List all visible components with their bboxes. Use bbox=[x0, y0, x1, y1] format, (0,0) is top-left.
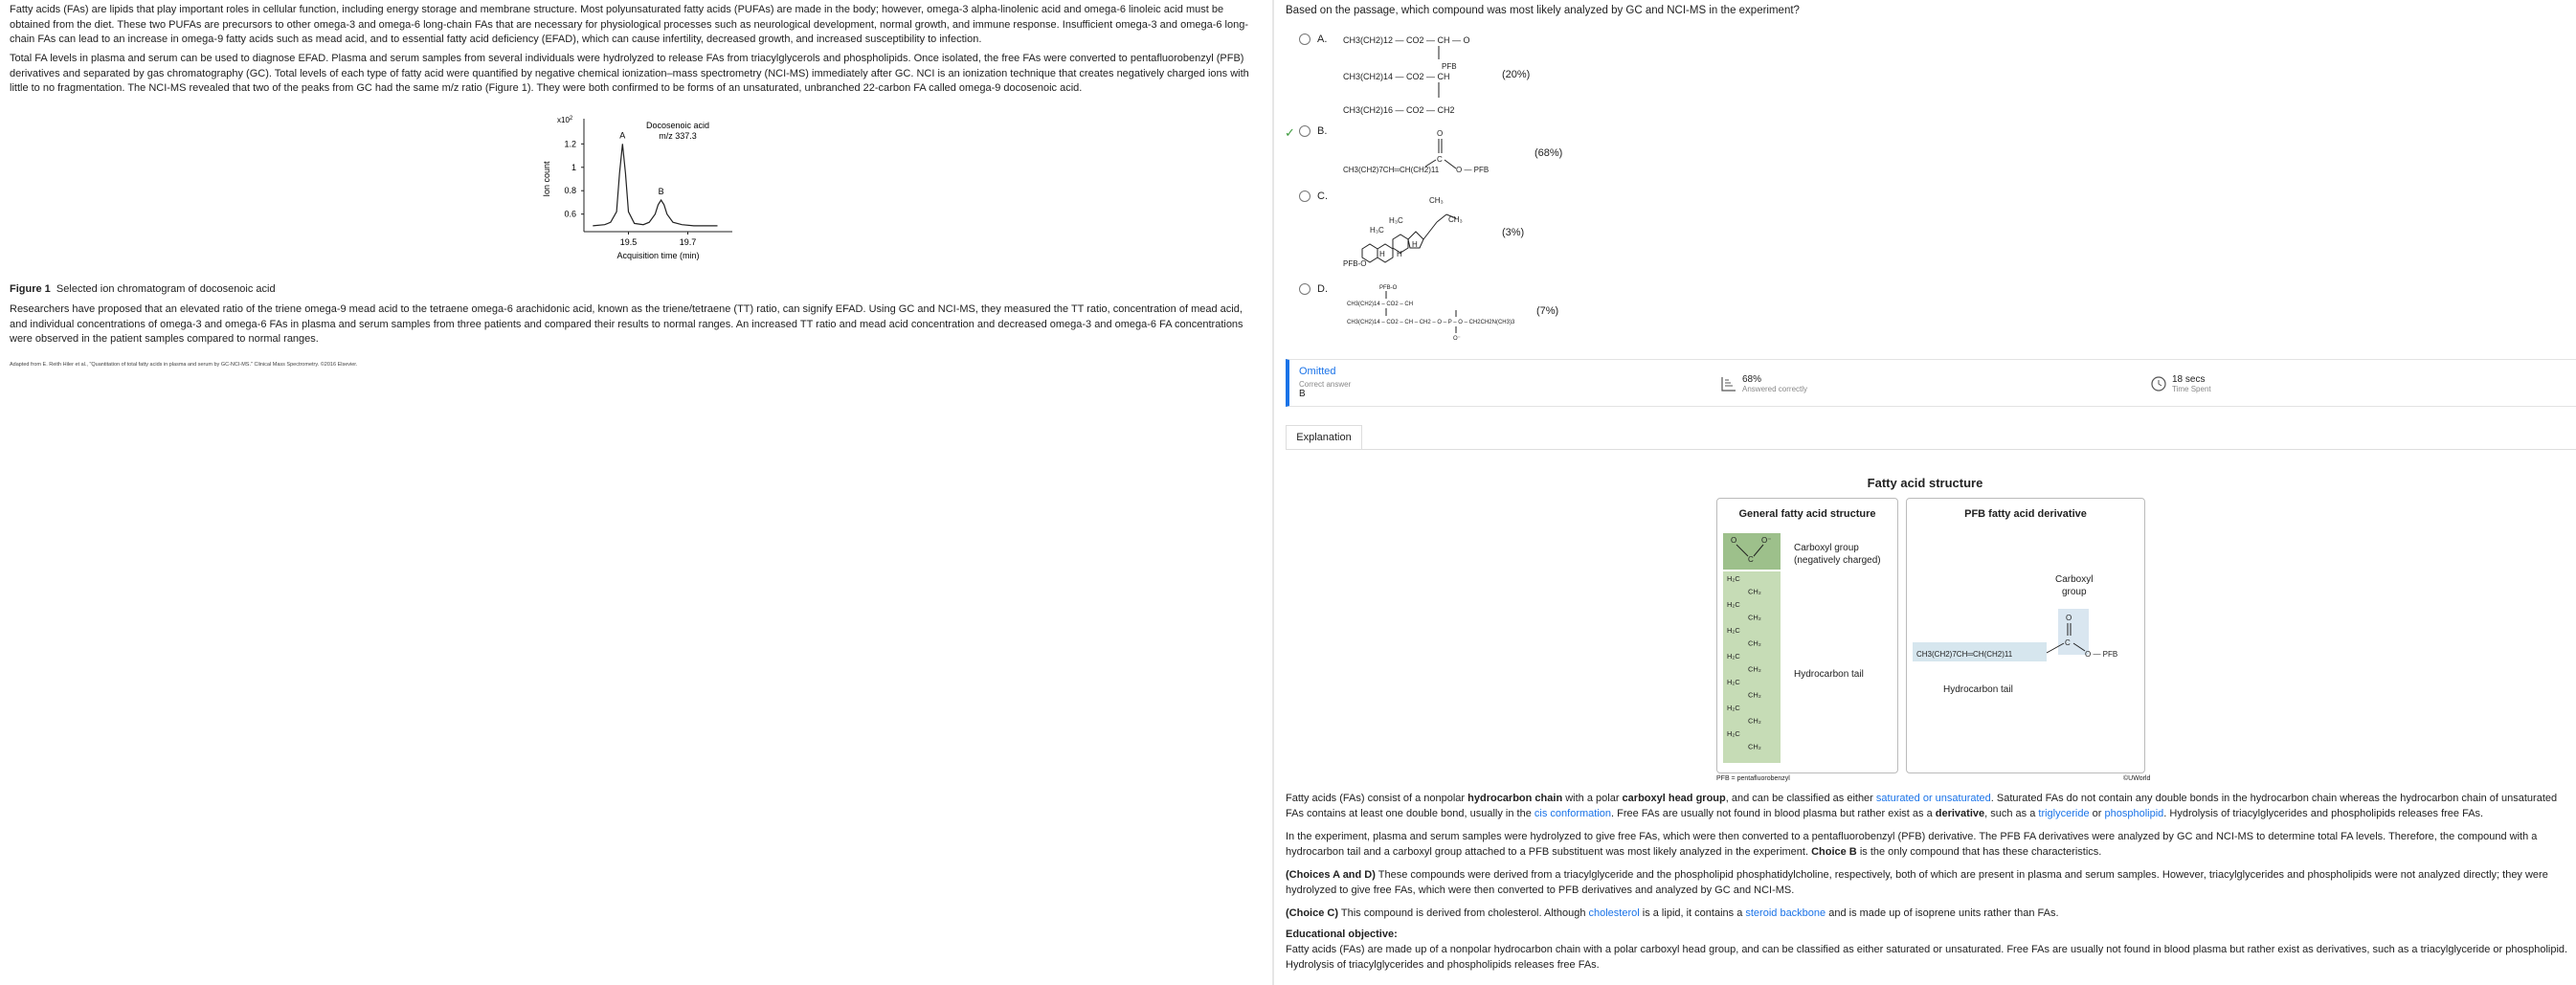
chain-carbon: CH₂ bbox=[1748, 664, 1761, 674]
explanation-paragraph-1: Fatty acids (FAs) consist of a nonpolar hydrocarbon chain with a polar carboxyl head group, and can be classified as either saturated or unsaturated. Saturated FAs do not contain any double bonds in the hydrocarbon chain whereas the hydrocarbon chain of unsaturated FAs contains at least one double bond, usually in the cis conformation. Free FAs are usually not found in blood plasma but rather exist as a derivative, such as a triglyceride or phospholipid. Hydrolysis of triacylglycerides and phospholipids releases free FAs. bbox=[1286, 793, 2558, 819]
svg-text:O⁻: O⁻ bbox=[1761, 536, 1772, 545]
choice-c-percent: (3%) bbox=[1502, 227, 1525, 238]
svg-text:O⁻: O⁻ bbox=[1453, 336, 1461, 341]
svg-text:H: H bbox=[1397, 250, 1402, 258]
passage-source: Adapted from E. Reith Hiler et al., "Quantitation of total fatty acids in plasma and serum by GC-NCI-MS." Clinical Mass Spectrometry. ©2016 Elsevier. bbox=[10, 362, 358, 368]
x-tick-label: 19.7 bbox=[679, 237, 697, 247]
chain-carbon: H₂C bbox=[1727, 626, 1740, 635]
choice-b-carbon: C bbox=[1437, 155, 1443, 164]
question-stem: Based on the passage, which compound was most likely analyzed by GC and NCI-MS in the experiment? bbox=[1286, 5, 1800, 16]
choice-a-line-2: CH3(CH2)14 — CO2 — CH bbox=[1343, 72, 1450, 81]
pfb-derivative-panel bbox=[1906, 498, 2145, 773]
svg-text:H₃C: H₃C bbox=[1370, 226, 1384, 235]
choice-c-pfb: PFB-O bbox=[1343, 259, 1367, 268]
tab-explanation[interactable]: Explanation bbox=[1286, 425, 1362, 449]
choice-b-pfb: O — PFB bbox=[1456, 166, 1490, 174]
passage-paragraph-3: Researchers have proposed that an elevated ratio of the triene omega-9 mead acid to the tetraene omega-6 arachidonic acid, known as the triene/tetraene (TT) ratio, can signify EFAD. Using GC and NCI-MS, they measured the TT ratio, concentration of mead acid, and individual concentrations of omega-3 and omega-6 FAs in plasma and serum samples from three patients and compared their results to normal ranges. An increased TT ratio and mead acid concentration and decreased omega-3 and omega-6 FA concentrations were observed in the patient samples compared to normal ranges. bbox=[10, 303, 1243, 345]
choice-b-structure bbox=[1341, 128, 1494, 186]
choice-a-pfb: PFB bbox=[1442, 62, 1457, 71]
peak-label-b: B bbox=[658, 187, 664, 196]
chromatogram-line bbox=[593, 144, 717, 226]
svg-text:O: O bbox=[2066, 614, 2072, 622]
link-saturated-unsaturated[interactable]: saturated or unsaturated bbox=[1875, 793, 1991, 804]
link-cholesterol[interactable]: cholesterol bbox=[1588, 907, 1640, 919]
fatty-acid-structure bbox=[1723, 533, 1781, 763]
choice-c-radio[interactable] bbox=[1299, 190, 1310, 202]
chain-carbon: CH₂ bbox=[1748, 716, 1761, 726]
y-tick-label: 1 bbox=[571, 162, 576, 172]
question-panel bbox=[1274, 0, 2576, 985]
choice-a-percent: (20%) bbox=[1502, 69, 1531, 80]
chain-carbon: H₂C bbox=[1727, 652, 1740, 660]
chain-carbon: CH₂ bbox=[1748, 742, 1761, 751]
omitted-status: Omitted bbox=[1299, 366, 1336, 377]
carboxyl-group-label-2: Carboxyl group bbox=[2055, 574, 2094, 597]
chain-carbon: CH₂ bbox=[1748, 613, 1761, 622]
copyright: ©UWorld bbox=[2123, 775, 2151, 782]
choice-d[interactable] bbox=[1299, 283, 1328, 295]
chain-carbon: H₂C bbox=[1727, 729, 1740, 738]
svg-text:CH₃: CH₃ bbox=[1448, 215, 1463, 224]
explanation-figure bbox=[1716, 498, 2157, 785]
bar-chart-icon bbox=[1721, 376, 1736, 392]
correct-answer-value: B bbox=[1299, 389, 1306, 399]
educational-objective-title: Educational objective: bbox=[1286, 929, 1398, 940]
svg-text:H: H bbox=[1379, 250, 1385, 258]
y-tick-label: 1.2 bbox=[564, 139, 576, 149]
explanation-paragraph-4: (Choice C) This compound is derived from cholesterol. Although cholesterol is a lipid, it contains a steroid backbone and is made up of isoprene units rather than FAs. bbox=[1286, 907, 2059, 919]
passage-panel bbox=[0, 0, 1264, 985]
choice-a-line-1: CH3(CH2)12 — CO2 — CH — O bbox=[1343, 35, 1470, 45]
time-spent-stat bbox=[2151, 374, 2211, 393]
svg-text:C: C bbox=[1748, 555, 1754, 564]
y-multiplier: $x10^2$ bbox=[557, 116, 573, 124]
link-phospholipid[interactable]: phospholipid bbox=[2104, 808, 2164, 819]
answer-status-bar bbox=[1286, 359, 2576, 407]
choice-b-radio[interactable] bbox=[1299, 125, 1310, 137]
pfb-end-text: O — PFB bbox=[2085, 650, 2118, 659]
choice-c[interactable] bbox=[1299, 190, 1328, 202]
chain-carbon: CH₂ bbox=[1748, 587, 1761, 596]
choice-a-structure bbox=[1341, 33, 1494, 119]
choice-d-structure bbox=[1341, 281, 1533, 341]
explanation-paragraph-3: (Choices A and D) These compounds were derived from a triacylglyceride and the phospholipid phosphatidylcholine, respectively, both of which are present in plasma and serum samples. However, triacylglycerides and phospholipids were not analyzed directly; they were hydrolyzed to give free FAs, which were then converted to PFB derivatives and analyzed by GC and NCI-MS. bbox=[1286, 869, 2548, 896]
choice-b-oxygen: O bbox=[1437, 129, 1444, 138]
passage-paragraph-2: Total FA levels in plasma and serum can be used to diagnose EFAD. Plasma and serum samples from several individuals were hydrolyzed to release FAs from triacylglycerols and phospholipids. Once isolated, the free FAs were converted to pentafluorobenzyl (PFB) derivatives and separated by gas chromatography (GC). Total levels of each type of fatty acid were quantified by negative chemical ionization–mass spectrometry (NCI-MS) immediately after GC. NCI is an ionization technique that creates negatively charged ions with little to no fragmentation. The NCI-MS revealed that two of the peaks from GC had the same m/z ratio (Figure 1). They were both confirmed to be forms of an unsaturated, unbranched 22-carbon FA called omega-9 docosenoic acid. bbox=[10, 53, 1249, 94]
choice-b[interactable] bbox=[1299, 125, 1327, 137]
chain-carbon: H₂C bbox=[1727, 600, 1740, 609]
choice-c-letter: C. bbox=[1317, 190, 1328, 202]
explanation-figure-title: Fatty acid structure bbox=[1867, 476, 1983, 490]
svg-text:CH₃: CH₃ bbox=[1429, 196, 1444, 205]
x-tick-label: 19.5 bbox=[619, 237, 638, 247]
choice-a-line-3: CH3(CH2)16 — CO2 — CH2 bbox=[1343, 105, 1455, 115]
chain-carbon: H₂C bbox=[1727, 574, 1740, 583]
peak-label-a: A bbox=[619, 130, 626, 141]
tab-underline bbox=[1286, 449, 2576, 450]
y-tick-label: 0.6 bbox=[564, 209, 576, 219]
choice-b-letter: B. bbox=[1317, 125, 1328, 137]
passage-paragraph-1: Fatty acids (FAs) are lipids that play important roles in cellular function, including energy storage and membrane structure. Most polyunsaturated fatty acids (PUFAs) are made in the body; however, omega-3 alpha-linolenic acid and omega-6 linoleic acid must be obtained from the diet. These two PUFAs are precursors to other omega-3 and omega-6 long-chain FAs that are necessary for physiological processes such as neurological development, normal growth, and immune response. Insufficient omega-3 and omega-6 long-chain FAs can lead to an increase in omega-9 fatty acids such as mead acid, and to essential fatty acid deficiency (EFAD), which can cause infertility, decreased growth, and increased susceptibility to infection. bbox=[10, 4, 1249, 45]
svg-text:H: H bbox=[1412, 240, 1418, 249]
svg-text:C: C bbox=[2065, 638, 2071, 647]
chain-carbon: CH₂ bbox=[1748, 638, 1761, 648]
chromatogram-chart bbox=[536, 107, 747, 278]
figure-caption bbox=[10, 283, 276, 295]
choice-d-letter: D. bbox=[1317, 283, 1328, 295]
percent-correct-stat bbox=[1721, 374, 1807, 393]
choice-d-percent: (7%) bbox=[1536, 305, 1559, 317]
y-axis-label: Ion count bbox=[542, 161, 551, 197]
hydrocarbon-tail-label-2: Hydrocarbon tail bbox=[1943, 684, 2013, 695]
correct-check-icon: ✓ bbox=[1285, 125, 1295, 140]
correct-answer-label: Correct answer bbox=[1299, 380, 1352, 389]
percent-correct-text: Answered correctly bbox=[1742, 385, 1808, 393]
hydrocarbon-tail-label: Hydrocarbon tail bbox=[1794, 669, 1864, 680]
chain-carbon: CH₂ bbox=[1748, 690, 1761, 700]
percent-correct-value: 68% bbox=[1742, 374, 1762, 385]
general-structure-panel bbox=[1716, 498, 1898, 773]
x-axis-label: Acquisition time (min) bbox=[616, 251, 700, 260]
choice-a[interactable] bbox=[1299, 34, 1327, 45]
chart-title: Docosenoic acid bbox=[645, 121, 710, 130]
educational-objective-text: Fatty acids (FAs) are made up of a nonpolar hydrocarbon chain with a polar carboxyl head group, and can be classified as either saturated or unsaturated. Free FAs are usually not found in blood plasma but rather exist as derivatives, such as a triacylglyceride or phospholipid. Hydrolysis of triacylglycerides and phospholipids releases free FAs. bbox=[1286, 944, 2568, 971]
chain-carbon: H₂C bbox=[1727, 704, 1740, 712]
choice-d-line-1: PFB-O bbox=[1379, 285, 1398, 291]
choice-d-radio[interactable] bbox=[1299, 283, 1310, 295]
pfb-chain-text: CH3(CH2)7CH═CH(CH2)11 bbox=[1916, 650, 2013, 659]
link-cis-conformation[interactable]: cis conformation bbox=[1534, 808, 1611, 819]
correct-answer-block bbox=[1299, 380, 1351, 399]
time-spent-text: Time Spent bbox=[2172, 385, 2211, 393]
svg-text:H₃C: H₃C bbox=[1389, 216, 1403, 225]
clock-icon bbox=[2151, 376, 2166, 392]
figure-label: Figure 1 bbox=[10, 283, 51, 295]
choice-b-percent: (68%) bbox=[1534, 147, 1563, 159]
y-tick-label: 0.8 bbox=[564, 186, 576, 196]
svg-text:O: O bbox=[1731, 536, 1737, 545]
time-spent-value: 18 secs bbox=[2172, 374, 2206, 385]
explanation-paragraph-2: In the experiment, plasma and serum samples were hydrolyzed to give free FAs, which were then converted to a pentafluorobenzyl (PFB) derivative. The PFB FA derivatives were analyzed by GC and NCI-MS to determine total FA levels. Therefore, the compound with a hydrocarbon tail and a carboxyl group attached to a PFB substituent was most likely analyzed in the experiment. Choice B is the only compound that has these characteristics. bbox=[1286, 831, 2538, 858]
pfb-footnote: PFB = pentafluorobenzyl bbox=[1716, 775, 1790, 782]
pfb-derivative-title: PFB fatty acid derivative bbox=[1964, 508, 2087, 520]
chart-subtitle: m/z 337.3 bbox=[659, 131, 697, 141]
pfb-derivative-structure bbox=[1913, 609, 2142, 666]
choice-a-letter: A. bbox=[1317, 34, 1328, 45]
figure-caption-text: Selected ion chromatogram of docosenoic acid bbox=[56, 283, 276, 295]
carboxyl-group-label: Carboxyl group (negatively charged) bbox=[1794, 543, 1881, 566]
link-triglyceride[interactable]: triglyceride bbox=[2038, 808, 2090, 819]
general-structure-title: General fatty acid structure bbox=[1738, 508, 1876, 520]
choice-c-structure bbox=[1341, 190, 1504, 271]
choice-d-line-2: CH3(CH2)14 – CO2 – CH bbox=[1347, 302, 1414, 307]
chain-carbon: H₂C bbox=[1727, 678, 1740, 686]
choice-b-chain: CH3(CH2)7CH═CH(CH2)11 bbox=[1343, 166, 1440, 174]
choice-d-line-3: CH3(CH2)14 – CO2 – CH – CH2 – O – P – O – CH2CH2N(CH3)3 bbox=[1347, 320, 1515, 325]
link-steroid-backbone[interactable]: steroid backbone bbox=[1745, 907, 1826, 919]
choice-a-radio[interactable] bbox=[1299, 34, 1310, 45]
